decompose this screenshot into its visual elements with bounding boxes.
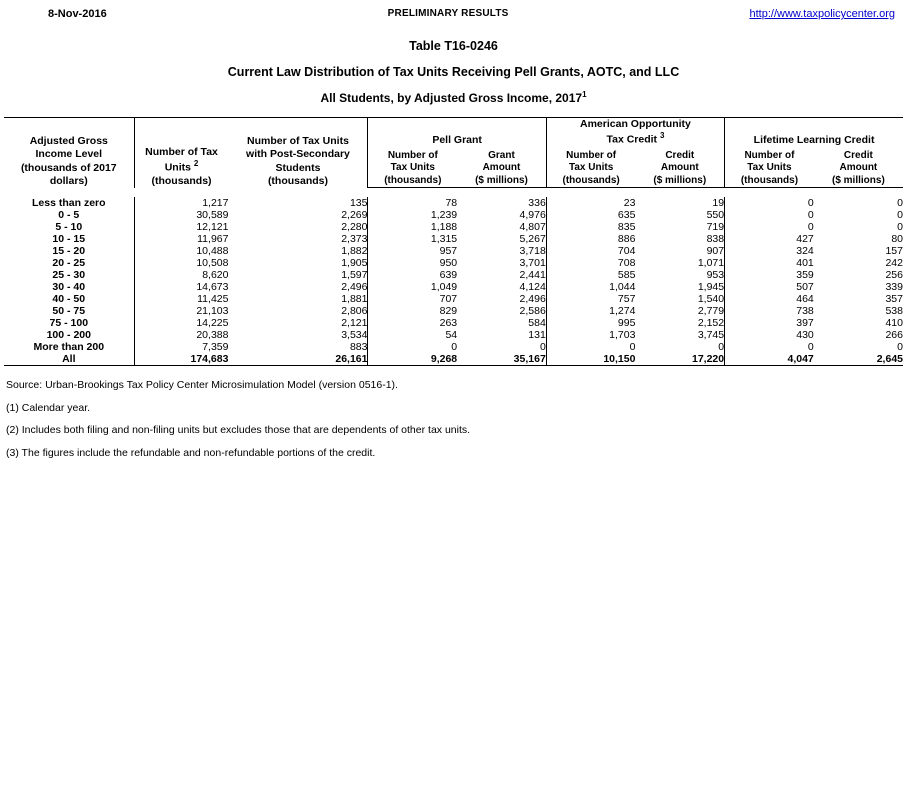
row-income-label: 10 - 15 bbox=[4, 233, 134, 245]
row-income-label: 40 - 50 bbox=[4, 293, 134, 305]
data-table bbox=[4, 117, 903, 368]
row-cell: 339 bbox=[885, 281, 903, 294]
row-income-label: 25 - 30 bbox=[4, 269, 134, 281]
row-cell: 397 bbox=[796, 317, 814, 330]
report-date: 8-Nov-2016 bbox=[48, 8, 107, 20]
row-cell: 0 bbox=[897, 341, 903, 354]
header-income-level: Adjusted Gross Income Level (thousands of 2017 dollars) bbox=[4, 118, 134, 188]
row-cell: 23 bbox=[623, 197, 636, 210]
row-income-label: 50 - 75 bbox=[4, 305, 134, 317]
row-cell: 464 bbox=[796, 293, 814, 306]
header-row-groups bbox=[4, 118, 903, 150]
table-row bbox=[4, 317, 903, 329]
row-cell: 157 bbox=[885, 245, 903, 258]
row-cell: 0 bbox=[807, 197, 814, 210]
preliminary-status: PRELIMINARY RESULTS bbox=[387, 8, 509, 19]
header-aotc-num-units: Number of Tax Units (thousands) bbox=[546, 150, 635, 188]
row-cell: 3,534 bbox=[228, 329, 368, 341]
row-cell: 0 bbox=[635, 341, 724, 353]
row-cell: 538 bbox=[885, 305, 903, 318]
table-row bbox=[4, 221, 903, 233]
row-cell: 1,945 bbox=[635, 281, 724, 293]
row-cell: 1,044 bbox=[609, 281, 636, 294]
table-subtitle-text: All Students, by Adjusted Gross Income, 2017 bbox=[320, 91, 583, 105]
table-spacer-row bbox=[4, 188, 903, 198]
row-cell: 4,976 bbox=[457, 209, 546, 221]
row-cell: 427 bbox=[796, 233, 814, 246]
table-row bbox=[4, 305, 903, 317]
row-cell: 2,806 bbox=[228, 305, 368, 317]
row-cell: 2,152 bbox=[635, 317, 724, 329]
row-cell: 1,540 bbox=[635, 293, 724, 305]
row-cell: 14,225 bbox=[196, 317, 229, 330]
row-cell: 11,425 bbox=[197, 293, 229, 306]
row-cell: 9,268 bbox=[430, 353, 458, 366]
header-llc: Lifetime Learning Credit bbox=[753, 133, 875, 146]
row-cell: 639 bbox=[439, 269, 458, 282]
table-subtitle bbox=[0, 91, 907, 104]
row-cell: 3,745 bbox=[635, 329, 724, 341]
row-cell: 2,280 bbox=[228, 221, 368, 233]
row-cell: 357 bbox=[885, 293, 903, 306]
table-row bbox=[4, 269, 903, 281]
row-cell: 2,373 bbox=[228, 233, 368, 245]
row-cell: 10,488 bbox=[196, 245, 229, 258]
table-row bbox=[4, 293, 903, 305]
table-total-row bbox=[4, 353, 903, 366]
footnote-2: (2) Includes both filing and non-filing units but excludes those that are dependents of other tax units. bbox=[6, 424, 471, 437]
row-cell: 757 bbox=[617, 293, 636, 306]
row-cell: 12,121 bbox=[196, 221, 229, 234]
row-cell: 883 bbox=[228, 341, 368, 353]
row-cell: 1,597 bbox=[228, 269, 368, 281]
row-cell: 1,239 bbox=[430, 209, 458, 222]
row-cell: 835 bbox=[617, 221, 636, 234]
source-note: Source: Urban-Brookings Tax Policy Center Microsimulation Model (version 0516-1). bbox=[6, 379, 398, 392]
row-income-label: 15 - 20 bbox=[4, 245, 134, 257]
row-cell: 0 bbox=[451, 341, 458, 354]
row-cell: 2,496 bbox=[457, 293, 546, 305]
row-cell: 10,508 bbox=[196, 257, 229, 270]
row-cell: 17,220 bbox=[635, 353, 724, 366]
footnote-marker-2: 2 bbox=[193, 159, 199, 168]
tax-policy-center-link[interactable]: http://www.taxpolicycenter.org bbox=[749, 8, 895, 20]
row-cell: 336 bbox=[457, 197, 546, 209]
row-cell: 0 bbox=[457, 341, 546, 353]
row-cell: 266 bbox=[885, 329, 903, 342]
row-cell: 26,161 bbox=[228, 353, 368, 366]
row-income-label: All bbox=[4, 353, 134, 366]
table-row bbox=[4, 245, 903, 257]
row-income-label: Less than zero bbox=[4, 197, 134, 209]
row-cell: 950 bbox=[439, 257, 458, 270]
row-cell: 1,315 bbox=[430, 233, 458, 246]
row-cell: 3,718 bbox=[457, 245, 546, 257]
row-cell: 7,359 bbox=[202, 341, 229, 354]
header-pell-num-units: Number of Tax Units (thousands) bbox=[368, 150, 457, 188]
row-cell: 4,124 bbox=[457, 281, 546, 293]
row-cell: 14,673 bbox=[196, 281, 229, 294]
row-cell: 0 bbox=[897, 221, 903, 234]
row-cell: 401 bbox=[796, 257, 814, 270]
row-cell: 35,167 bbox=[457, 353, 546, 366]
row-cell: 256 bbox=[885, 269, 903, 282]
row-cell: 5,267 bbox=[457, 233, 546, 245]
header-pell-grant: Pell Grant bbox=[368, 118, 546, 150]
header-post-secondary-units: Number of Tax Units with Post-Secondary Students (thousands) bbox=[228, 118, 368, 188]
row-cell: 4,807 bbox=[457, 221, 546, 233]
row-cell: 0 bbox=[629, 341, 636, 354]
footnote-marker-3: 3 bbox=[659, 131, 665, 141]
row-cell: 2,645 bbox=[876, 353, 903, 366]
row-income-label: 30 - 40 bbox=[4, 281, 134, 293]
table-row bbox=[4, 197, 903, 209]
table-number: Table T16-0246 bbox=[409, 39, 498, 53]
row-cell: 585 bbox=[617, 269, 636, 282]
table-row bbox=[4, 209, 903, 221]
header-llc-num-units: Number of Tax Units (thousands) bbox=[725, 150, 814, 188]
row-cell: 54 bbox=[445, 329, 458, 342]
row-cell: 19 bbox=[635, 197, 724, 209]
row-cell: 2,586 bbox=[457, 305, 546, 317]
row-cell: 1,188 bbox=[430, 221, 458, 234]
row-cell: 507 bbox=[796, 281, 814, 294]
table-row bbox=[4, 257, 903, 269]
row-cell: 78 bbox=[445, 197, 458, 210]
row-cell: 719 bbox=[635, 221, 724, 233]
header-aotc-credit-amount: Credit Amount ($ millions) bbox=[635, 150, 724, 188]
row-cell: 838 bbox=[635, 233, 724, 245]
row-cell: 0 bbox=[897, 209, 903, 222]
header-number-of-tax-units: Number of Tax Units $^2$ (thousands) bbox=[145, 145, 218, 187]
row-cell: 359 bbox=[796, 269, 814, 282]
table-row bbox=[4, 341, 903, 353]
row-cell: 886 bbox=[617, 233, 636, 246]
document-header bbox=[0, 0, 907, 20]
row-cell: 738 bbox=[796, 305, 814, 318]
table-title: Current Law Distribution of Tax Units Receiving Pell Grants, AOTC, and LLC bbox=[227, 64, 680, 79]
row-cell: 4,047 bbox=[787, 353, 814, 366]
row-cell: 995 bbox=[617, 317, 636, 330]
row-cell: 829 bbox=[439, 305, 458, 318]
table-container bbox=[0, 117, 907, 368]
row-income-label: 20 - 25 bbox=[4, 257, 134, 269]
row-cell: 1,274 bbox=[609, 305, 636, 318]
table-row bbox=[4, 233, 903, 245]
row-income-label: 100 - 200 bbox=[4, 329, 134, 341]
row-cell: 707 bbox=[439, 293, 458, 306]
row-cell: 0 bbox=[897, 197, 903, 210]
row-cell: 1,905 bbox=[228, 257, 368, 269]
row-cell: 430 bbox=[796, 329, 814, 342]
row-cell: 1,881 bbox=[228, 293, 368, 305]
title-block bbox=[0, 40, 907, 104]
row-cell: 1,217 bbox=[202, 197, 229, 210]
footnote-3: (3) The figures include the refundable and non-refundable portions of the credit. bbox=[6, 446, 376, 459]
row-cell: 2,441 bbox=[457, 269, 546, 281]
row-cell: 1,071 bbox=[635, 257, 724, 269]
table-row bbox=[4, 329, 903, 341]
row-cell: 80 bbox=[891, 233, 903, 246]
table-body bbox=[4, 188, 903, 366]
row-cell: 1,703 bbox=[609, 329, 636, 342]
row-cell: 174,683 bbox=[190, 353, 229, 366]
row-cell: 21,103 bbox=[196, 305, 229, 318]
header-aotc: American Opportunity Tax Credit $^3$ bbox=[546, 118, 724, 150]
row-cell: 135 bbox=[228, 197, 368, 209]
row-income-label: 0 - 5 bbox=[4, 209, 134, 221]
row-income-label: More than 200 bbox=[4, 341, 134, 353]
row-cell: 0 bbox=[807, 221, 814, 234]
row-cell: 550 bbox=[635, 209, 724, 221]
header-pell-grant-amount: Grant Amount ($ millions) bbox=[457, 150, 546, 188]
footnote-1: (1) Calendar year. bbox=[6, 401, 91, 414]
row-income-label: 5 - 10 bbox=[4, 221, 134, 233]
row-cell: 8,620 bbox=[202, 269, 229, 282]
row-cell: 2,269 bbox=[228, 209, 368, 221]
row-cell: 30,589 bbox=[196, 209, 229, 222]
row-cell: 2,779 bbox=[635, 305, 724, 317]
row-cell: 11,967 bbox=[197, 233, 229, 246]
footnotes bbox=[0, 368, 907, 458]
row-cell: 907 bbox=[635, 245, 724, 257]
row-cell: 1,882 bbox=[228, 245, 368, 257]
row-cell: 584 bbox=[457, 317, 546, 329]
row-cell: 953 bbox=[635, 269, 724, 281]
row-cell: 10,150 bbox=[603, 353, 636, 366]
row-cell: 2,121 bbox=[228, 317, 368, 329]
row-cell: 0 bbox=[807, 341, 814, 354]
row-cell: 2,496 bbox=[228, 281, 368, 293]
footnote-marker-1: 1 bbox=[582, 90, 587, 99]
row-cell: 20,388 bbox=[196, 329, 229, 342]
table-row bbox=[4, 281, 903, 293]
row-cell: 242 bbox=[885, 257, 903, 270]
row-cell: 263 bbox=[439, 317, 458, 330]
row-cell: 324 bbox=[796, 245, 814, 258]
row-cell: 708 bbox=[617, 257, 636, 270]
row-income-label: 75 - 100 bbox=[4, 317, 134, 329]
row-cell: 0 bbox=[807, 209, 814, 222]
row-cell: 1,049 bbox=[430, 281, 458, 294]
row-cell: 3,701 bbox=[457, 257, 546, 269]
row-cell: 957 bbox=[439, 245, 458, 258]
row-cell: 410 bbox=[885, 317, 903, 330]
row-cell: 635 bbox=[617, 209, 636, 222]
row-cell: 704 bbox=[617, 245, 636, 258]
row-cell: 131 bbox=[457, 329, 546, 341]
header-llc-credit-amount: Credit Amount ($ millions) bbox=[814, 150, 903, 188]
